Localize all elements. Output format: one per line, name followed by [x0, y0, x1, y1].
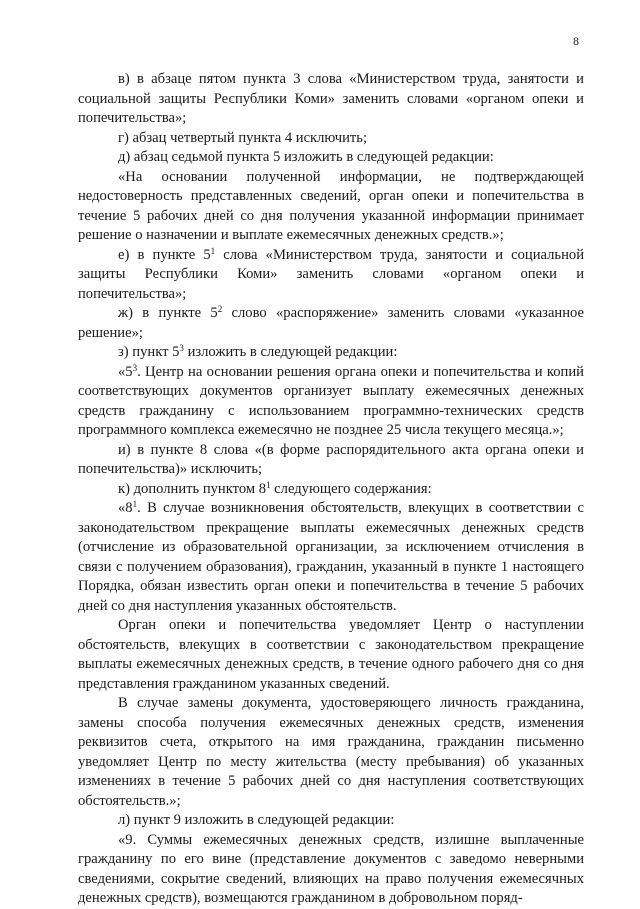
paragraph-e: е) в пункте $5^1$ слова «Министерством труда, занятости и социальной защиты Республики Коми» заменить словами «органом опеки и попечительства»; — [78, 245, 585, 302]
paragraph-quote-5-3: «$5^3$. Центр на основании решения органа опеки и попечительства и копий соответствующих документов организует выплату ежемесячных денежных средств гражданину с использованием программно-технических средств программного комплекса ежемесячно не позднее 25 числа текущего месяца.»; — [78, 362, 584, 438]
paragraph-organ-opeki: Орган опеки и попечительства уведомляет Центр о наступлении обстоятельств, влекущих в соответствии с законодательством прекращение выплаты ежемесячных денежных средств, в течение одного рабочего дня со дня представления гражданином указанных сведений. — [78, 617, 584, 692]
paragraph-d: д) абзац седьмой пункта 5 изложить в следующей редакции: — [118, 149, 494, 165]
paragraph-g: г) абзац четвертый пункта 4 исключить; — [118, 129, 368, 146]
paragraph-l: л) пункт 9 изложить в следующей редакции: — [118, 812, 395, 828]
page-number: 8 — [573, 34, 579, 48]
paragraph-i: и) в пункте 8 слова «(в форме распорядительного акта органа опеки и попечительства)» исключить; — [78, 441, 584, 477]
paragraph-k: к) дополнить пунктом $8^1$ следующего содержания: — [118, 479, 432, 497]
paragraph-quote-9: «9. Суммы ежемесячных денежных средств, излишне выплаченные гражданину по его вине (представление документов с заведомо неверными сведениями, сокрытие сведений, влияющих на право получения ежемесячных денежных средств), возмещаются гражданином в добровольном поряд- — [78, 831, 584, 906]
paragraph-zamena-dokumenta: В случае замены документа, удостоверяющего личность гражданина, замены способа получения ежемесячных денежных средств, изменения реквизитов счета, открытого на имя гражданина, гражданин письменно уведомляет Центр по месту жительства (месту пребывания) об указанных изменениях в течение 5 рабочих дней со дня наступления соответствующих обстоятельств.»; — [78, 695, 584, 809]
paragraph-zh: ж) в пункте $5^2$ слово «распоряжение» заменить словами «указанное решение»; — [78, 304, 584, 341]
paragraph-quote-8-1: «$8^1$. В случае возникновения обстоятельств, влекущих в соответствии с законодательством прекращение выплаты ежемесячных денежных средств (отчисление из образовательной организации, за исключением отчисления в связи с получением образования), гражданин, указанный в пункте 1 настоящего Порядка, обязан известить орган опеки и попечительства в течение 5 рабочих дней со дня наступления указанных обстоятельств. — [78, 499, 584, 614]
paragraph-v: в) в абзаце пятом пункта 3 слова «Министерством труда, занятости и социальной защиты Республики Коми» заменить словами «органом опеки и попечительства»; — [78, 71, 584, 126]
document-body — [78, 70, 584, 909]
paragraph-z: з) пункт $5^3$ изложить в следующей редакции: — [118, 343, 398, 360]
paragraph-quote-5: «На основании полученной информации, не подтверждающей недостоверность представленных сведений, орган опеки и попечительства в течение 5 рабочих дней со дня получения указанной информации принимает решение о назначении и выплате ежемесячных денежных средств.»; — [78, 168, 584, 243]
